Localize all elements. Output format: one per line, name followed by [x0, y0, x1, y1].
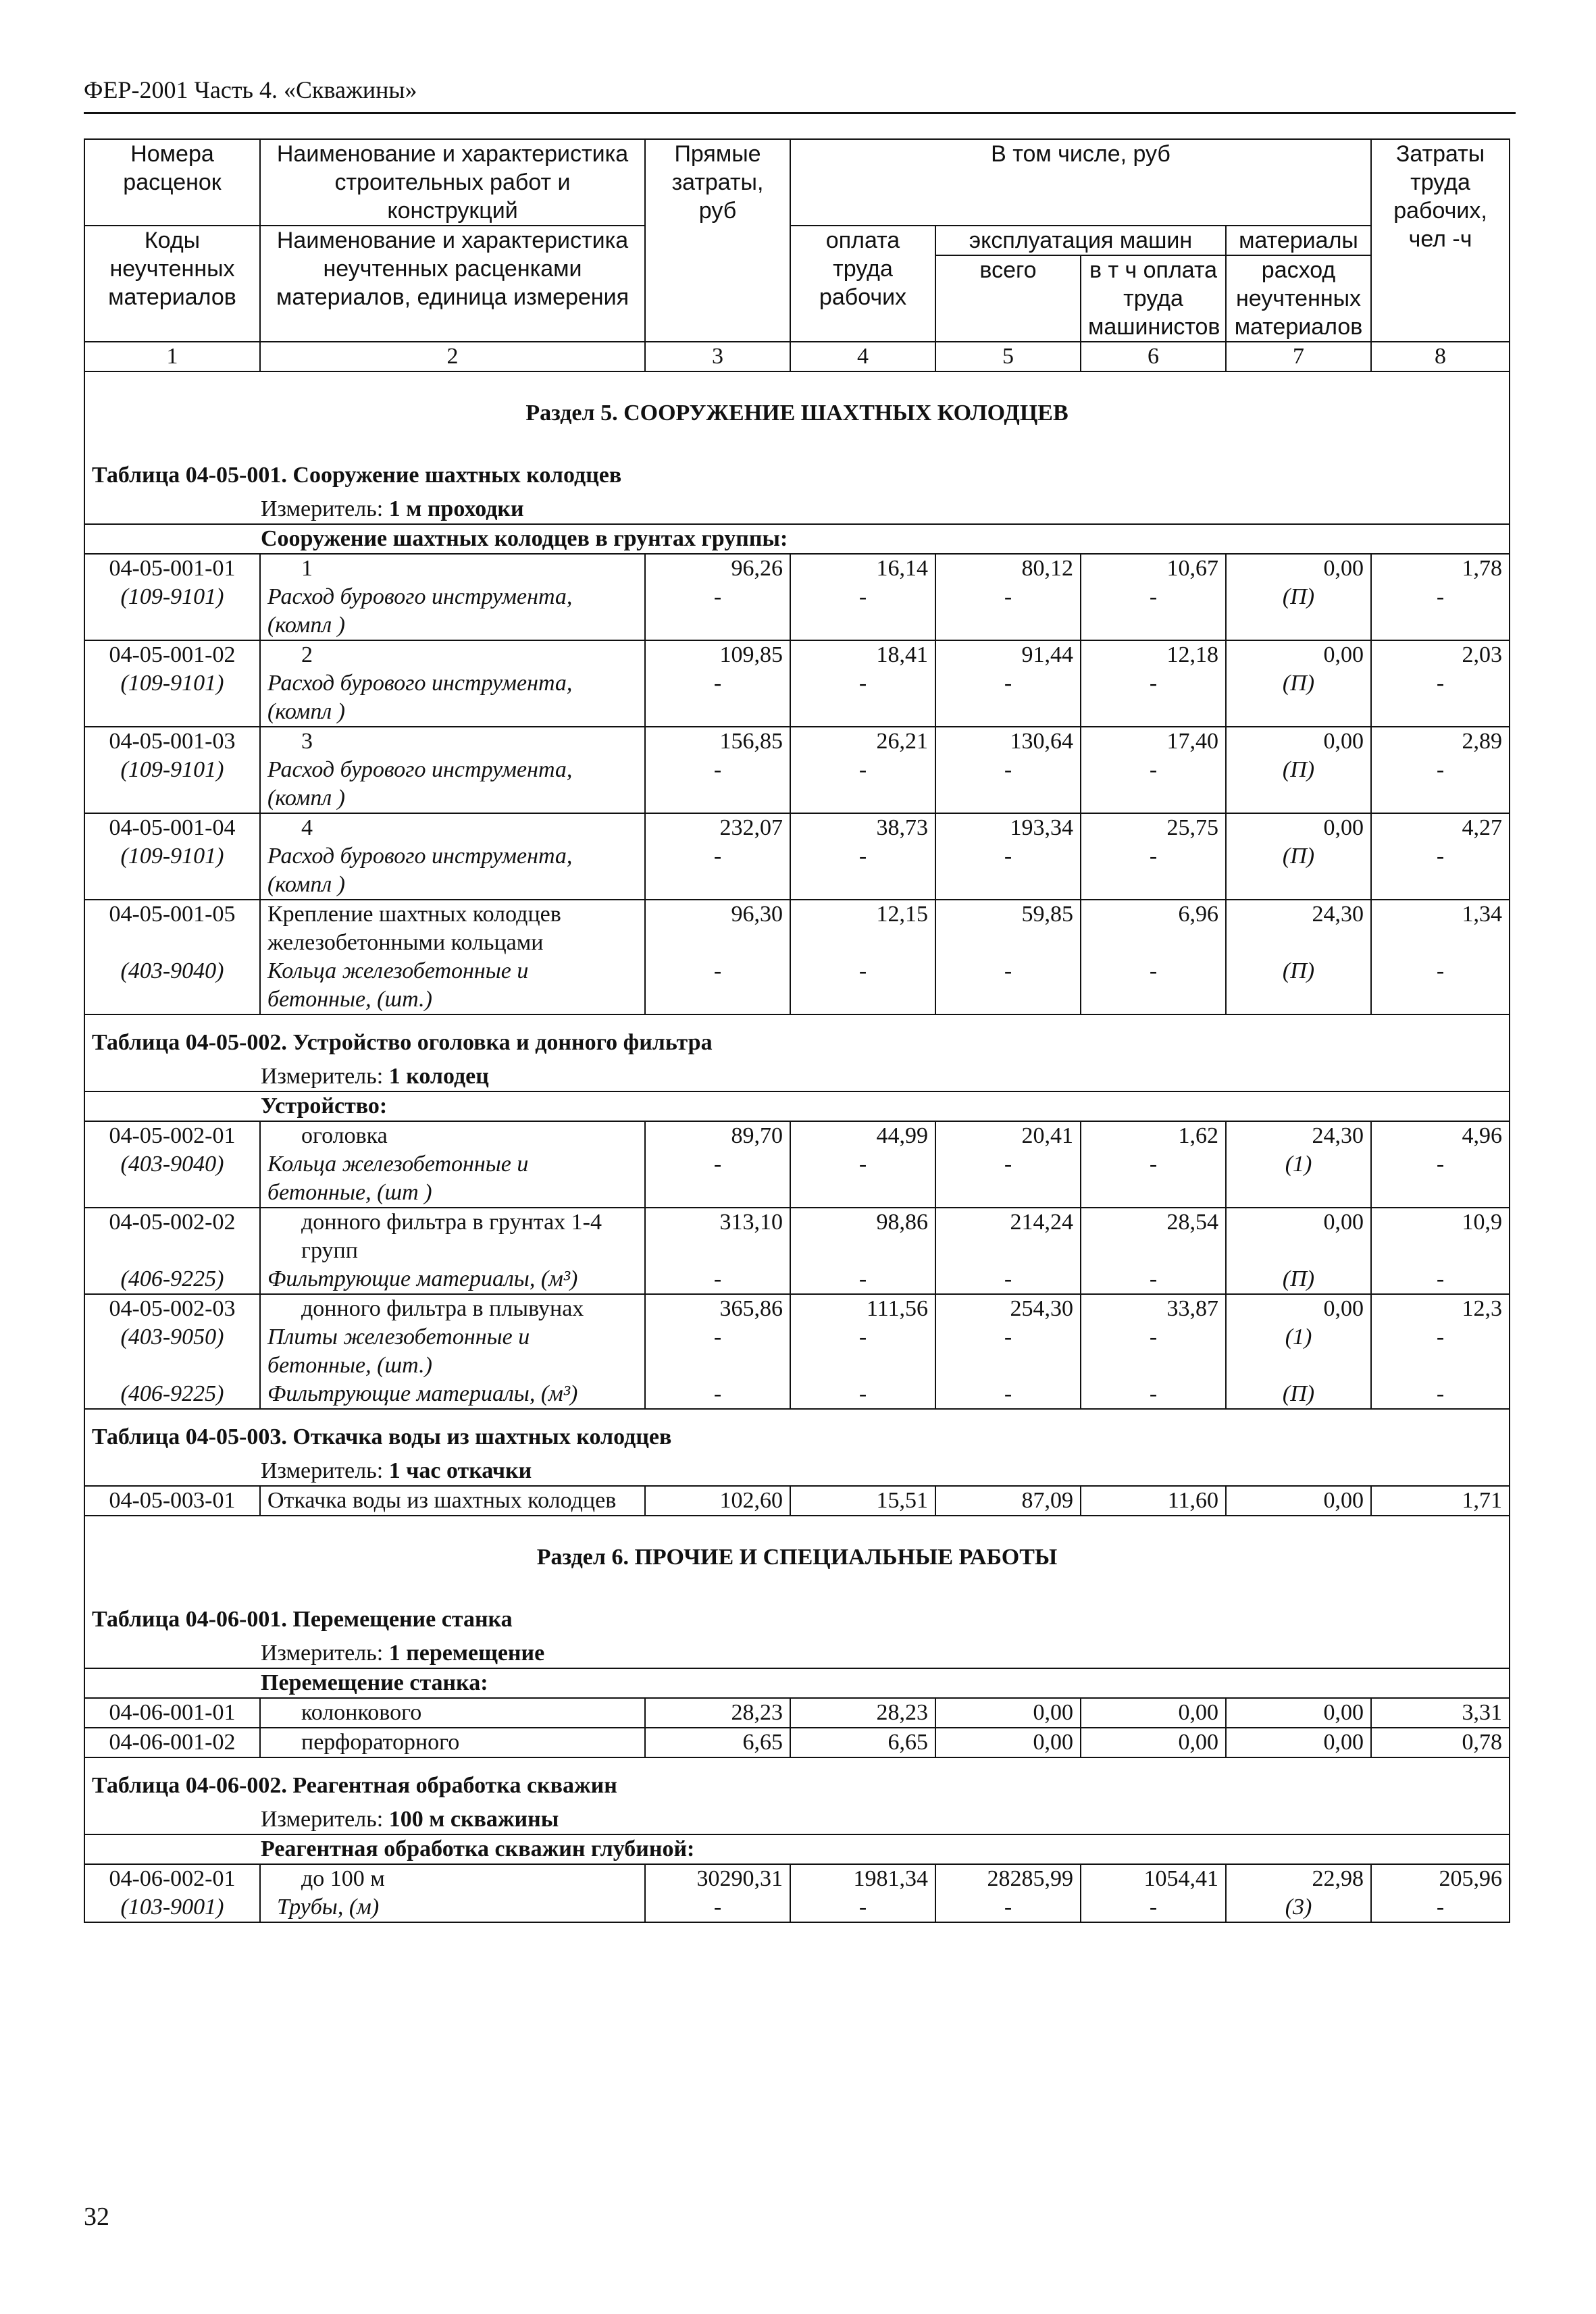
labor-pay: 111,56 [790, 1294, 935, 1323]
materials-cost: 0,00 [1226, 1208, 1371, 1265]
materials-cost: 22,98 [1226, 1864, 1371, 1893]
col-number: 3 [645, 342, 790, 371]
material-name: Расход бурового инструмента, (компл ) [260, 583, 645, 640]
work-name: до 100 м [260, 1864, 645, 1893]
group-heading: Устройство: [84, 1091, 1510, 1121]
operators-pay: 0,00 [1081, 1698, 1226, 1728]
col-number: 4 [790, 342, 935, 371]
direct-cost: 96,26 [645, 554, 790, 583]
dash: - [790, 756, 935, 813]
material-name: Трубы, (м) [260, 1893, 645, 1922]
machines-total: 254,30 [935, 1294, 1081, 1323]
labor-hours: 2,03 [1371, 640, 1510, 669]
material-code: (103-9001) [84, 1893, 260, 1922]
labor-hours: 4,27 [1371, 813, 1510, 842]
machines-total: 28285,99 [935, 1864, 1081, 1893]
dash: - [645, 1150, 790, 1208]
machines-total: 91,44 [935, 640, 1081, 669]
col5-header: всего [935, 255, 1081, 342]
labor-pay: 28,23 [790, 1698, 935, 1728]
labor-hours: 205,96 [1371, 1864, 1510, 1893]
rate-code: 04-05-001-05 [84, 900, 260, 957]
labor-pay: 12,15 [790, 900, 935, 957]
material-name: Расход бурового инструмента, (компл ) [260, 669, 645, 727]
work-name: 3 [260, 727, 645, 756]
work-name: Крепление шахтных колодцев железобетонными кольцами [260, 900, 645, 957]
dash: - [1081, 1893, 1226, 1922]
operators-pay: 0,00 [1081, 1728, 1226, 1757]
page-header: ФЕР-2001 Часть 4. «Скважины» [84, 76, 417, 103]
material-name: Фильтрующие материалы, (м³) [260, 1265, 645, 1294]
rate-code: 04-05-001-04 [84, 813, 260, 842]
materials-cost: 0,00 [1226, 1486, 1371, 1516]
materials-cost: 0,00 [1226, 813, 1371, 842]
meter-label: Измеритель: [261, 1064, 384, 1089]
group-heading: Реагентная обработка скважин глубиной: [84, 1834, 1510, 1864]
labor-hours: 3,31 [1371, 1698, 1510, 1728]
material-code: (109-9101) [84, 583, 260, 640]
table-title: Таблица 04-06-001. Перемещение станка [84, 1592, 1510, 1639]
direct-cost: 28,23 [645, 1698, 790, 1728]
materials-cost: 0,00 [1226, 640, 1371, 669]
dash: - [1371, 1265, 1510, 1294]
work-name: 4 [260, 813, 645, 842]
rate-code: 04-05-001-02 [84, 640, 260, 669]
dash: - [1371, 583, 1510, 640]
material-code: (406-9225) [84, 1265, 260, 1294]
col-number: 1 [84, 342, 260, 371]
operators-pay: 1,62 [1081, 1121, 1226, 1150]
dash: - [935, 1150, 1081, 1208]
col-number: 8 [1371, 342, 1510, 371]
material-unit-note: (1) [1226, 1323, 1371, 1380]
group-heading: Сооружение шахтных колодцев в грунтах группы: [84, 524, 1510, 554]
material-code: (403-9040) [84, 1150, 260, 1208]
dash: - [935, 1323, 1081, 1380]
dash: - [1371, 957, 1510, 1014]
materials-cost: 0,00 [1226, 727, 1371, 756]
material-name: Расход бурового инструмента, (компл ) [260, 842, 645, 900]
rate-code: 04-05-001-01 [84, 554, 260, 583]
meter-line [84, 1639, 1510, 1668]
dash: - [1081, 957, 1226, 1014]
meter-line [84, 1457, 1510, 1486]
meter-value: 1 перемещение [388, 1641, 545, 1666]
material-unit-note: (П) [1226, 842, 1371, 900]
col2-subheader: Наименование и характеристика неучтенных расценками материалов, единица измерения [260, 226, 645, 342]
dash: - [645, 756, 790, 813]
operators-pay: 6,96 [1081, 900, 1226, 957]
dash: - [645, 669, 790, 727]
col4-header: оплата труда рабочих [790, 226, 935, 342]
work-name: перфораторного [260, 1728, 645, 1757]
labor-hours: 0,78 [1371, 1728, 1510, 1757]
rate-code: 04-05-001-03 [84, 727, 260, 756]
dash: - [790, 1893, 935, 1922]
dash: - [645, 842, 790, 900]
labor-pay: 16,14 [790, 554, 935, 583]
work-name: Откачка воды из шахтных колодцев [260, 1486, 645, 1516]
dash: - [1081, 1150, 1226, 1208]
dash: - [1371, 842, 1510, 900]
labor-pay: 1981,34 [790, 1864, 935, 1893]
material-unit-note: (П) [1226, 1265, 1371, 1294]
material-code: (403-9040) [84, 957, 260, 1014]
meter-value: 100 м скважины [388, 1807, 559, 1832]
material-code: (109-9101) [84, 669, 260, 727]
dash: - [790, 1150, 935, 1208]
rates-table [84, 138, 1510, 1923]
dash: - [1371, 1323, 1510, 1380]
material-unit-note: (1) [1226, 1150, 1371, 1208]
direct-cost: 156,85 [645, 727, 790, 756]
machines-total: 20,41 [935, 1121, 1081, 1150]
meter-line [84, 1805, 1510, 1834]
dash: - [935, 1265, 1081, 1294]
col2-header: Наименование и характеристика строительных работ и конструкций [260, 139, 645, 226]
table-title: Таблица 04-05-002. Устройство оголовка и донного фильтра [84, 1014, 1510, 1062]
dash: - [790, 583, 935, 640]
material-name: Кольца железобетонные и бетонные, (шт ) [260, 1150, 645, 1208]
meter-line [84, 495, 1510, 524]
labor-pay: 15,51 [790, 1486, 935, 1516]
material-name: Кольца железобетонные и бетонные, (шт.) [260, 957, 645, 1014]
operators-pay: 11,60 [1081, 1486, 1226, 1516]
direct-cost: 102,60 [645, 1486, 790, 1516]
dash: - [935, 842, 1081, 900]
dash: - [1371, 1150, 1510, 1208]
operators-pay: 33,87 [1081, 1294, 1226, 1323]
col1-header: Номера расценок [84, 139, 260, 226]
machines-total: 80,12 [935, 554, 1081, 583]
operators-pay: 12,18 [1081, 640, 1226, 669]
materials-cost: 0,00 [1226, 1728, 1371, 1757]
direct-cost: 109,85 [645, 640, 790, 669]
machines-total: 59,85 [935, 900, 1081, 957]
materials-cost: 0,00 [1226, 1698, 1371, 1728]
col-number: 6 [1081, 342, 1226, 371]
labor-hours: 1,71 [1371, 1486, 1510, 1516]
col7-header: расход неучтенных материалов [1226, 255, 1371, 342]
direct-cost: 89,70 [645, 1121, 790, 1150]
operators-pay: 25,75 [1081, 813, 1226, 842]
dash: - [790, 1380, 935, 1409]
dash: - [645, 1893, 790, 1922]
col8-header: Затраты труда рабочих, чел -ч [1371, 139, 1510, 342]
header-rule [84, 112, 1516, 114]
rates-document [84, 138, 1509, 1923]
rate-code: 04-06-001-02 [84, 1728, 260, 1757]
dash: - [645, 583, 790, 640]
rate-code: 04-06-001-01 [84, 1698, 260, 1728]
table-title: Таблица 04-06-002. Реагентная обработка скважин [84, 1757, 1510, 1805]
meter-value: 1 час откачки [388, 1458, 532, 1483]
work-name: оголовка [260, 1121, 645, 1150]
dash: - [1371, 1893, 1510, 1922]
operators-pay: 28,54 [1081, 1208, 1226, 1265]
machines-total: 214,24 [935, 1208, 1081, 1265]
operators-pay: 17,40 [1081, 727, 1226, 756]
material-code: (109-9101) [84, 756, 260, 813]
dash: - [935, 583, 1081, 640]
material-unit-note: (П) [1226, 756, 1371, 813]
materials-header: материалы [1226, 226, 1371, 255]
work-name: донного фильтра в грунтах 1-4 групп [260, 1208, 645, 1265]
rate-code: 04-05-002-02 [84, 1208, 260, 1265]
dash: - [645, 1323, 790, 1380]
dash: - [1371, 756, 1510, 813]
material-unit-note: (П) [1226, 957, 1371, 1014]
labor-pay: 98,86 [790, 1208, 935, 1265]
dash: - [935, 756, 1081, 813]
page-number: 32 [84, 2203, 109, 2231]
meter-value: 1 колодец [388, 1064, 489, 1089]
dash: - [1371, 669, 1510, 727]
group-heading: Перемещение станка: [84, 1668, 1510, 1698]
col3-header: Прямые затраты, руб [645, 139, 790, 342]
section-title: Раздел 5. СООРУЖЕНИЕ ШАХТНЫХ КОЛОДЦЕВ [84, 371, 1510, 448]
material-code: (109-9101) [84, 842, 260, 900]
labor-pay: 44,99 [790, 1121, 935, 1150]
material-unit-note: (П) [1226, 669, 1371, 727]
materials-cost: 0,00 [1226, 1294, 1371, 1323]
dash: - [645, 1380, 790, 1409]
meter-label: Измеритель: [261, 1458, 384, 1483]
dash: - [645, 1265, 790, 1294]
material-unit-note: (П) [1226, 1380, 1371, 1409]
meter-label: Измеритель: [261, 1641, 384, 1666]
labor-hours: 10,9 [1371, 1208, 1510, 1265]
dash: - [790, 669, 935, 727]
direct-cost: 232,07 [645, 813, 790, 842]
material-code: (406-9225) [84, 1380, 260, 1409]
dash: - [790, 1323, 935, 1380]
dash: - [935, 957, 1081, 1014]
material-code: (403-9050) [84, 1323, 260, 1380]
labor-hours: 1,34 [1371, 900, 1510, 957]
labor-hours: 2,89 [1371, 727, 1510, 756]
labor-pay: 6,65 [790, 1728, 935, 1757]
material-name: Расход бурового инструмента, (компл ) [260, 756, 645, 813]
machines-total: 130,64 [935, 727, 1081, 756]
dash: - [1081, 756, 1226, 813]
col-number: 5 [935, 342, 1081, 371]
direct-cost: 365,86 [645, 1294, 790, 1323]
dash: - [1081, 1323, 1226, 1380]
dash: - [1081, 1265, 1226, 1294]
meter-line [84, 1062, 1510, 1091]
direct-cost: 30290,31 [645, 1864, 790, 1893]
dash: - [645, 957, 790, 1014]
material-unit-note: (3) [1226, 1893, 1371, 1922]
material-name: Плиты железобетонные и бетонные, (шт.) [260, 1323, 645, 1380]
col-number: 7 [1226, 342, 1371, 371]
dash: - [935, 1380, 1081, 1409]
rate-code: 04-05-002-03 [84, 1294, 260, 1323]
direct-cost: 96,30 [645, 900, 790, 957]
dash: - [1081, 669, 1226, 727]
materials-cost: 24,30 [1226, 1121, 1371, 1150]
work-name: 1 [260, 554, 645, 583]
table-title: Таблица 04-05-001. Сооружение шахтных колодцев [84, 448, 1510, 495]
section-title: Раздел 6. ПРОЧИЕ И СПЕЦИАЛЬНЫЕ РАБОТЫ [84, 1516, 1510, 1592]
material-unit-note: (П) [1226, 583, 1371, 640]
operators-pay: 10,67 [1081, 554, 1226, 583]
table-title: Таблица 04-05-003. Откачка воды из шахтных колодцев [84, 1409, 1510, 1457]
breakdown-header: В том числе, руб [790, 139, 1371, 226]
dash: - [1371, 1380, 1510, 1409]
direct-cost: 6,65 [645, 1728, 790, 1757]
machines-header: эксплуатация машин [935, 226, 1226, 255]
labor-hours: 1,78 [1371, 554, 1510, 583]
machines-total: 0,00 [935, 1728, 1081, 1757]
operators-pay: 1054,41 [1081, 1864, 1226, 1893]
meter-label: Измеритель: [261, 1807, 384, 1832]
materials-cost: 0,00 [1226, 554, 1371, 583]
machines-total: 0,00 [935, 1698, 1081, 1728]
material-name: Фильтрующие материалы, (м³) [260, 1380, 645, 1409]
rate-code: 04-05-003-01 [84, 1486, 260, 1516]
meter-label: Измеритель: [261, 496, 384, 521]
dash: - [790, 957, 935, 1014]
rate-code: 04-06-002-01 [84, 1864, 260, 1893]
labor-hours: 4,96 [1371, 1121, 1510, 1150]
labor-hours: 12,3 [1371, 1294, 1510, 1323]
work-name: донного фильтра в плывунах [260, 1294, 645, 1323]
labor-pay: 26,21 [790, 727, 935, 756]
col1-subheader: Коды неучтенных материалов [84, 226, 260, 342]
work-name: колонкового [260, 1698, 645, 1728]
col-number: 2 [260, 342, 645, 371]
machines-total: 193,34 [935, 813, 1081, 842]
dash: - [1081, 1380, 1226, 1409]
meter-value: 1 м проходки [388, 496, 524, 521]
machines-total: 87,09 [935, 1486, 1081, 1516]
labor-pay: 38,73 [790, 813, 935, 842]
work-name: 2 [260, 640, 645, 669]
dash: - [935, 1893, 1081, 1922]
rate-code: 04-05-002-01 [84, 1121, 260, 1150]
dash: - [935, 669, 1081, 727]
dash: - [790, 1265, 935, 1294]
materials-cost: 24,30 [1226, 900, 1371, 957]
direct-cost: 313,10 [645, 1208, 790, 1265]
dash: - [1081, 842, 1226, 900]
dash: - [1081, 583, 1226, 640]
col6-header: в т ч оплата труда машинистов [1081, 255, 1226, 342]
dash: - [790, 842, 935, 900]
labor-pay: 18,41 [790, 640, 935, 669]
